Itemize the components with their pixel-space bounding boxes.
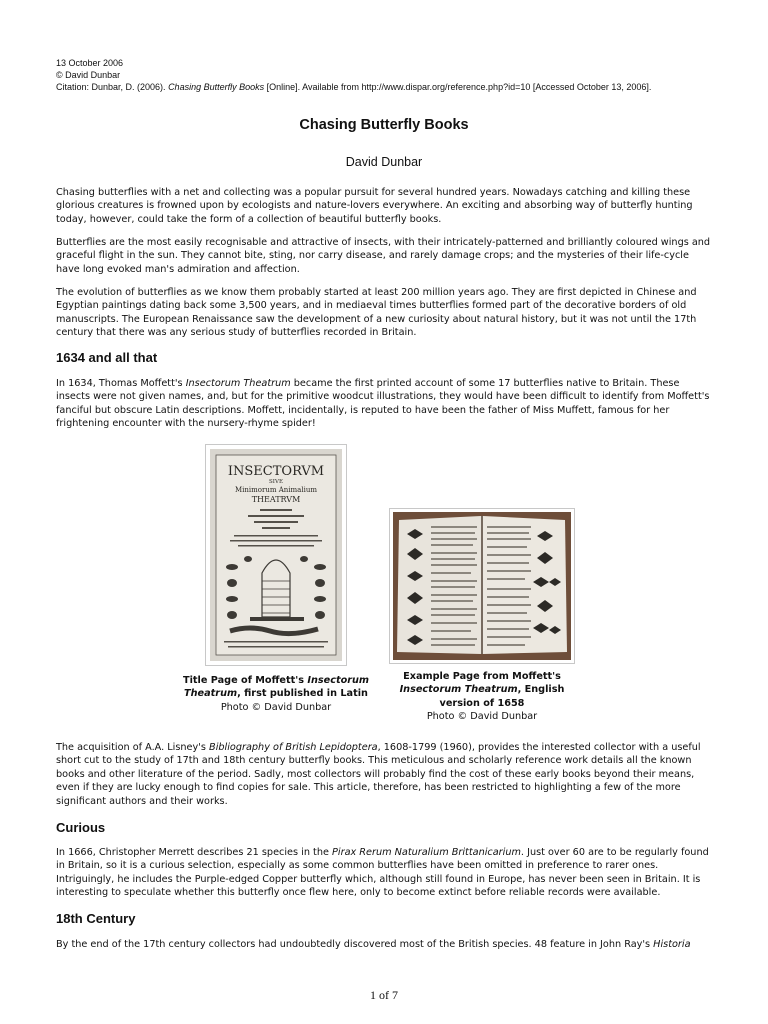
citation-suffix: [Online]. Available from http://www.dispar.org/reference.php?id=10 [Accessed October 13, 2006]. (264, 82, 652, 92)
lisney-paragraph: The acquisition of A.A. Lisney's Bibliography of British Lepidoptera, 1608-1799 (1960), provides the interested collector with a useful short cut to the study of 17th and 18th century butterfly books. This meticulous and scholarly reference work details all the known books and other literature of the period. Sadly, most collectors will probably find the cost of these early books beyond their means, even if they are lucky enough to find copies for sale. This article, therefore, has been restricted to highlighting a few of the more significant authors and their works. (56, 742, 701, 807)
intro-paragraph-3: The evolution of butterflies as we know them probably started at least 200 million years ago. They are first depicted in Chinese and Egyptian paintings dating back some 3,500 years, and in mediaeval times butterflies formed part of the decorative borders of old manuscripts. The European Renaissance saw the development of a new curiosity about natural history, but it was not until the 17th century that there was any serious study of butterflies recorded in Britain. (56, 287, 697, 339)
intro-paragraph-1: Chasing butterflies with a net and collecting was a popular pursuit for several hundred years. Nowadays catching and killing these glorious creatures is frowned upon by ecologists and nature-lovers everywhere. An exciting and absorbing way of butterfly hunting today, however, could take the form of a collection of beautiful butterfly books. (56, 187, 693, 225)
cover-line-4: THEATRVM (251, 495, 301, 504)
cover-line-1: INSECTORVM (227, 464, 325, 479)
title-page-image (210, 449, 342, 661)
header-copyright: © David Dunbar (56, 70, 121, 80)
page-number: 1 of 7 (370, 988, 398, 1002)
article-author: David Dunbar (345, 155, 423, 169)
figure-1-credit: Photo © David Dunbar (220, 701, 332, 713)
section-1634-paragraph: In 1634, Thomas Moffett's Insectorum Theatrum became the first printed account of some 17 butterflies native to Britain. These insects were not given names, and, but for the primitive woodcut illustrations, they would have been difficult to identify from Moffett's fanciful but obscure Latin descriptions. Moffett, incidentally, is reputed to have been the father of Miss Muffett, famous for her frightening encounter with the nursery-rhyme spider! (56, 378, 710, 430)
header-citation (56, 81, 651, 93)
example-page-image (393, 512, 571, 660)
intro-paragraph-2: Butterflies are the most easily recognisable and attractive of insects, with their intricately-patterned and brilliantly coloured wings and graceful flight in the sun. They cannot bite, sting, nor carry disease, and rarely damage crops; and the mysteries of their life-cycle have long evoked man's admiration and affection. (56, 237, 711, 275)
section-18th-century-paragraph: By the end of the 17th century collectors had undoubtedly discovered most of the British species. 48 feature in John Ray's Historia (56, 939, 691, 950)
section-heading-18th-century: 18th Century (56, 911, 136, 926)
article-title: Chasing Butterfly Books (299, 117, 469, 133)
title-page-photo (205, 444, 347, 666)
section-heading-1634: 1634 and all that (56, 350, 158, 365)
header-date: 13 October 2006 (56, 58, 124, 68)
figure-2-caption: Example Page from Moffett's Insectorum Theatrum, English version of 1658 (399, 671, 565, 709)
cover-line-2: SIVE (269, 479, 283, 485)
citation-header (56, 57, 651, 93)
figure-1-caption: Title Page of Moffett's Insectorum Theatrum, first published in Latin (182, 675, 370, 700)
figure-title-page (180, 444, 372, 714)
section-heading-curious: Curious (56, 820, 106, 835)
figure-2-credit: Photo © David Dunbar (426, 711, 538, 723)
citation-prefix: Citation: Dunbar, D. (2006). (56, 82, 169, 92)
figure-example-page (388, 508, 576, 724)
citation-title: Chasing Butterfly Books (168, 82, 265, 92)
example-page-photo (389, 508, 575, 664)
cover-line-3: Minimorum Animalium (235, 486, 317, 494)
section-curious-paragraph: In 1666, Christopher Merrett describes 21 species in the Pirax Rerum Naturalium Brittanicarium. Just over 60 are to be regularly found in Britain, so it is a curious selection, especially as some common butterflies have been omitted in preference to rarer ones. Intriguingly, he includes the Purple-edged Copper butterfly which, although still found in Europe, has never been seen in Britain. It is interesting to speculate whether this butterfly once flew here, only to become extinct before reliable records were available. (56, 847, 709, 899)
